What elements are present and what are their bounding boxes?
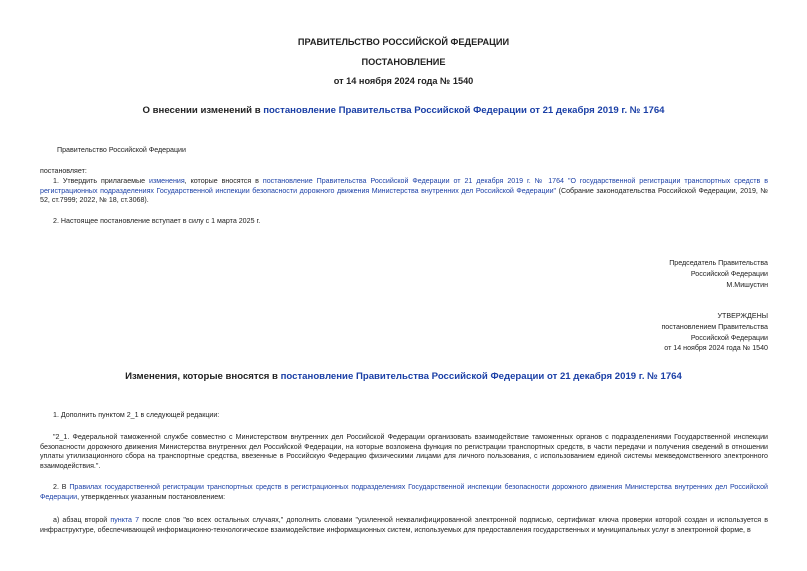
change2-before: 2. В (53, 483, 70, 491)
document-date-number: от 14 ноября 2024 года № 1540 (333, 76, 474, 86)
link-point-7[interactable]: пункта 7 (110, 516, 140, 524)
approved-block (661, 311, 768, 354)
item1-after: (Собрание законодательства Российской Федерации, 2019, № 52, ст.7999; 2022, № 18, ст.3068). (40, 186, 769, 205)
document-title (0, 105, 807, 116)
change-2a (40, 516, 768, 535)
change-2 (40, 483, 768, 502)
item1-middle: , которые вносятся в (184, 177, 263, 185)
link-registration-rules[interactable]: Правилах государственной регистрации транспортных средств в регистрационных подразделениях Государственной инспекции безопасности дорожного движения Министерства внутренних дел Российской Федерации (40, 483, 768, 501)
change2-after: , утвержденных указанным постановлением: (77, 492, 226, 501)
change2a-before: а) абзац второй (53, 516, 111, 524)
link-resolution-1764-full[interactable]: постановление Правительства Российской Федерации от 21 декабря 2019 г. № 1764 "О государственной регистрации транспортных средств в регистрационных подразделениях Государственной инспекции безопасности дорожного движения Министерства внутренних дел Российской Федерации" (40, 177, 769, 195)
item-2: 2. Настоящее постановление вступает в силу с 1 марта 2025 г. (53, 217, 261, 225)
title-link-resolution-1764[interactable]: постановление Правительства Российской Федерации от 21 декабря 2019 г. № 1764 (263, 105, 665, 116)
signature-name: М.Мишустин (726, 280, 768, 289)
approved-line1: УТВЕРЖДЕНЫ (717, 312, 768, 320)
item1-before: 1. Утвердить прилагаемые (53, 177, 150, 185)
government-header: ПРАВИТЕЛЬСТВО РОССИЙСКОЙ ФЕДЕРАЦИИ (297, 37, 510, 47)
resolves-text: постановляет: (40, 167, 87, 175)
signature-position-line2: Российской Федерации (690, 269, 768, 278)
changes-title (0, 371, 807, 382)
change-1: 1. Дополнить пунктом 2_1 в следующей редакции: (53, 411, 220, 419)
approved-line2: постановлением Правительства (661, 322, 768, 331)
changes-title-link-resolution-1764[interactable]: постановление Правительства Российской Федерации от 21 декабря 2019 г. № 1764 (280, 371, 682, 382)
change-1-quote: "2_1. Федеральной таможенной службе совместно с Министерством внутренних дел Российской Федерации организовать взаимодействие таможенных органов с подразделениями Государственной инспекции безопасности дорожного движения Министерства внутренних дел Российской Федерации, на которые возложена функция по регистрации транспортных средств, в части передачи и получения сведений в отношении уплаты утилизационного сбора на транспортные средства, ввезенные в Российскую Федерацию физическими лицами для личного пользования, с использованием единой системы межведомственного электронного взаимодействия.". (40, 433, 768, 470)
item-1 (40, 177, 768, 206)
change2a-after: после слов "во всех остальных случаях," дополнить словами "усиленной неквалифицированной электронной подписью, сертификат ключа проверки которой создан и используется в инфраструктуре, обеспечивающей информационно-технологическое взаимодействие информационных систем, используемых для предоставления государственных и муниципальных услуг в электронной форме, в (40, 516, 768, 534)
issuer: Правительство Российской Федерации (57, 146, 186, 154)
signature-block (669, 258, 768, 290)
approved-line3: Российской Федерации (690, 333, 768, 342)
approved-line4: от 14 ноября 2024 года № 1540 (664, 344, 768, 353)
document-type: ПОСТАНОВЛЕНИЕ (361, 57, 446, 67)
link-changes[interactable]: изменения (149, 177, 185, 185)
changes-title-prefix: Изменения, которые вносятся в (125, 371, 281, 382)
title-prefix: О внесении изменений в (142, 105, 264, 116)
signature-position-line1: Председатель Правительства (669, 259, 768, 267)
